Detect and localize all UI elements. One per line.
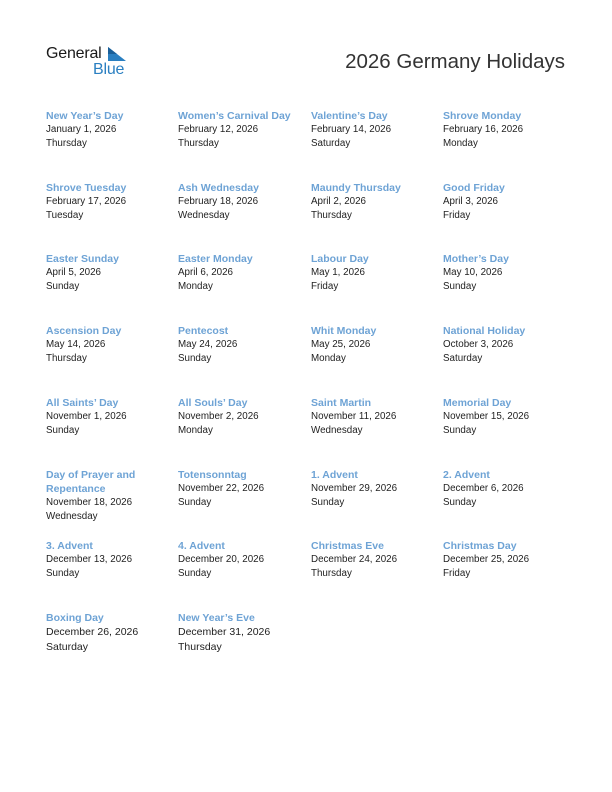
holiday-name: Ascension Day: [46, 325, 122, 337]
holiday-weekday: Monday: [311, 353, 346, 364]
holiday-date: November 22, 2026: [178, 483, 265, 494]
holiday-weekday: Monday: [443, 138, 478, 149]
holiday-item: [178, 109, 306, 151]
holiday-date: October 3, 2026: [443, 339, 514, 350]
holiday-weekday: Sunday: [46, 281, 80, 292]
holiday-date: November 2, 2026: [178, 411, 259, 422]
holiday-weekday: Friday: [443, 568, 471, 579]
holiday-item: [443, 324, 571, 366]
holiday-item: [311, 252, 439, 294]
holiday-name: Easter Monday: [178, 253, 253, 265]
holiday-name: Women’s Carnival Day: [178, 110, 291, 122]
holiday-date: April 3, 2026: [443, 196, 499, 207]
logo-flag-icon: [108, 47, 126, 61]
holiday-weekday: Monday: [178, 425, 213, 436]
holiday-name: Mother’s Day: [443, 253, 509, 265]
holiday-weekday: Friday: [311, 281, 339, 292]
holiday-name: Labour Day: [311, 253, 369, 265]
holiday-name: 2. Advent: [443, 469, 490, 481]
holiday-date: November 1, 2026: [46, 411, 127, 422]
holiday-item: [311, 181, 439, 223]
holiday-weekday: Tuesday: [46, 210, 84, 221]
holiday-weekday: Saturday: [46, 641, 89, 653]
holiday-date: February 18, 2026: [178, 196, 259, 207]
holiday-item: [311, 324, 439, 366]
holiday-name: Day of Prayer and Repentance: [46, 469, 136, 495]
holiday-weekday: Thursday: [178, 138, 219, 149]
holiday-weekday: Thursday: [46, 353, 87, 364]
holiday-item: [178, 396, 306, 438]
holiday-date: February 14, 2026: [311, 124, 392, 135]
holiday-date: May 25, 2026: [311, 339, 371, 350]
holiday-item: [443, 539, 571, 581]
holiday-name: New Year’s Day: [46, 110, 124, 122]
holiday-date: December 26, 2026: [46, 626, 139, 638]
holiday-name: Saint Martin: [311, 397, 372, 409]
holiday-item: [443, 109, 571, 151]
holiday-name: Shrove Monday: [443, 110, 522, 122]
holiday-date: April 5, 2026: [46, 267, 102, 278]
holiday-name: Ash Wednesday: [178, 182, 259, 194]
holiday-name: 1. Advent: [311, 469, 358, 481]
holiday-item: [311, 468, 439, 510]
logo-general-text: General: [46, 45, 102, 62]
holiday-item: [178, 252, 306, 294]
holiday-date: December 20, 2026: [178, 554, 265, 565]
holiday-date: April 6, 2026: [178, 267, 234, 278]
holiday-date: May 10, 2026: [443, 267, 503, 278]
holiday-item: [46, 324, 174, 366]
holiday-date: February 12, 2026: [178, 124, 259, 135]
holiday-weekday: Sunday: [178, 568, 212, 579]
holiday-name: Valentine’s Day: [311, 110, 388, 122]
page-title: 2026 Germany Holidays: [345, 50, 565, 73]
holiday-item: [46, 539, 174, 581]
holiday-date: December 31, 2026: [178, 626, 271, 638]
holiday-weekday: Saturday: [443, 353, 483, 364]
holiday-name: Easter Sunday: [46, 253, 119, 265]
holiday-item: [443, 252, 571, 294]
holiday-name: Shrove Tuesday: [46, 182, 127, 194]
holiday-item: [311, 109, 439, 151]
holiday-item: [443, 468, 571, 510]
holiday-name: 4. Advent: [178, 540, 225, 552]
holiday-item: [178, 539, 306, 581]
holiday-weekday: Sunday: [178, 353, 212, 364]
holiday-date: February 16, 2026: [443, 124, 524, 135]
holiday-item: [46, 252, 174, 294]
holiday-weekday: Thursday: [46, 138, 87, 149]
logo: [46, 44, 136, 80]
holiday-name: National Holiday: [443, 325, 526, 337]
holiday-weekday: Sunday: [443, 497, 477, 508]
holiday-name: Christmas Day: [443, 540, 517, 552]
holiday-name: Totensonntag: [178, 469, 247, 481]
holiday-name: Pentecost: [178, 325, 229, 337]
holiday-date: April 2, 2026: [311, 196, 367, 207]
holiday-date: December 24, 2026: [311, 554, 398, 565]
holiday-item: [311, 396, 439, 438]
holiday-name: All Saints’ Day: [46, 397, 119, 409]
holiday-weekday: Thursday: [178, 641, 222, 653]
holiday-date: May 1, 2026: [311, 267, 365, 278]
holiday-weekday: Sunday: [443, 425, 477, 436]
logo-blue-text: Blue: [93, 61, 125, 78]
holiday-weekday: Saturday: [311, 138, 351, 149]
holiday-item: [46, 109, 174, 151]
holiday-weekday: Friday: [443, 210, 471, 221]
holiday-date: December 13, 2026: [46, 554, 133, 565]
holiday-item: [46, 396, 174, 438]
holiday-item: [178, 468, 306, 510]
holiday-weekday: Monday: [178, 281, 213, 292]
holiday-date: February 17, 2026: [46, 196, 127, 207]
holiday-weekday: Wednesday: [311, 425, 363, 436]
holiday-name: Boxing Day: [46, 612, 104, 624]
holiday-item: [178, 324, 306, 366]
holiday-name: Memorial Day: [443, 397, 512, 409]
holiday-name: 3. Advent: [46, 540, 93, 552]
holiday-weekday: Sunday: [46, 425, 80, 436]
holiday-name: All Souls’ Day: [178, 397, 248, 409]
holiday-date: January 1, 2026: [46, 124, 117, 135]
holiday-weekday: Sunday: [311, 497, 345, 508]
holiday-date: December 6, 2026: [443, 483, 524, 494]
holiday-weekday: Sunday: [178, 497, 212, 508]
holiday-date: May 14, 2026: [46, 339, 106, 350]
holiday-name: Christmas Eve: [311, 540, 384, 552]
holiday-item: [443, 181, 571, 223]
holiday-date: May 24, 2026: [178, 339, 238, 350]
holiday-item: [178, 611, 306, 654]
holiday-date: November 29, 2026: [311, 483, 398, 494]
holiday-item: [443, 396, 571, 438]
holiday-weekday: Sunday: [46, 568, 80, 579]
holiday-name: Good Friday: [443, 182, 505, 194]
holiday-name: Whit Monday: [311, 325, 377, 337]
holiday-date: November 18, 2026: [46, 497, 133, 508]
holiday-item: [311, 539, 439, 581]
holiday-name: Maundy Thursday: [311, 182, 401, 194]
holiday-weekday: Sunday: [443, 281, 477, 292]
holiday-weekday: Wednesday: [178, 210, 230, 221]
holiday-weekday: Thursday: [311, 210, 352, 221]
holiday-item: [46, 181, 174, 223]
holiday-date: November 11, 2026: [311, 411, 397, 422]
holiday-date: November 15, 2026: [443, 411, 530, 422]
holiday-item: [46, 611, 174, 654]
holiday-weekday: Wednesday: [46, 511, 98, 522]
holiday-item: [46, 468, 156, 524]
holiday-date: December 25, 2026: [443, 554, 530, 565]
holiday-name: New Year’s Eve: [178, 612, 255, 624]
holiday-weekday: Thursday: [311, 568, 352, 579]
holiday-item: [178, 181, 306, 223]
